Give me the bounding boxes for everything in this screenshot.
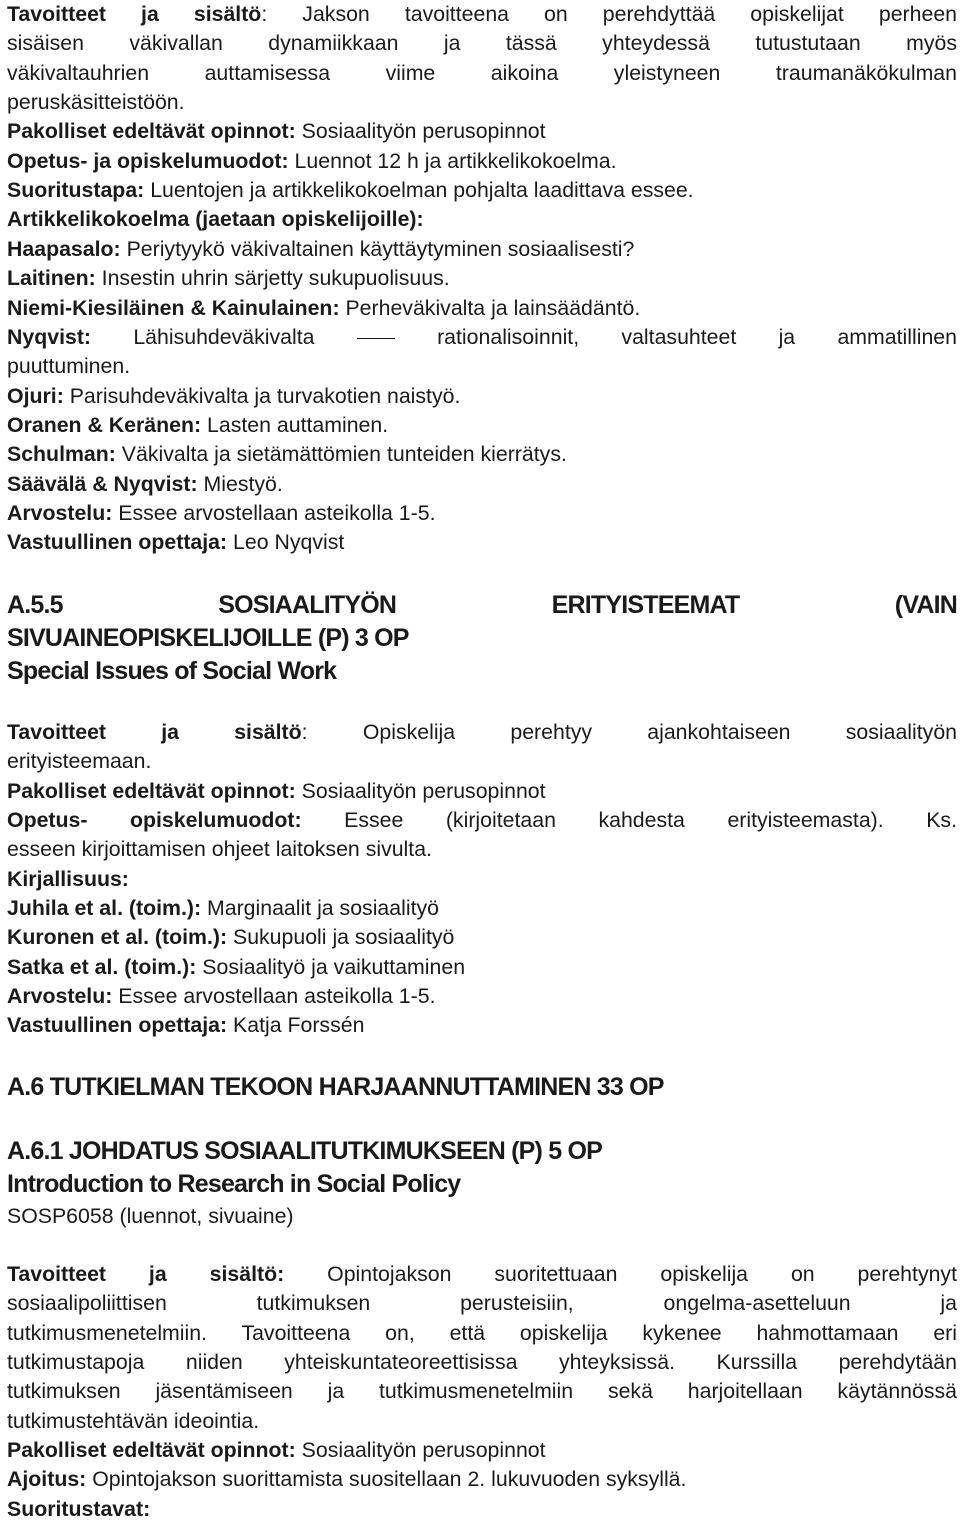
- article-author: Nyqvist:: [7, 324, 92, 349]
- literature-heading: Kirjallisuus:: [7, 866, 129, 891]
- responsible-teacher-label: Vastuullinen opettaja:: [7, 1013, 228, 1038]
- module-heading: A.6 TUTKIELMAN TEKOON HARJAANNUTTAMINEN 33 OP: [7, 1073, 664, 1101]
- literature-title: Marginaalit ja sosiaalityö: [206, 896, 439, 920]
- prerequisites-text: Sosiaalityön perusopinnot: [301, 778, 546, 803]
- literature-editors: Kuronen et al. (toim.):: [7, 925, 228, 950]
- teaching-forms-line: [7, 147, 957, 176]
- goals-paragraph-line: peruskäsitteistöön.: [7, 90, 185, 114]
- course-heading: A.6.1 JOHDATUS SOSIAALITUTKIMUKSEEN (P) 5 OP: [7, 1137, 602, 1165]
- prerequisites-label: Pakolliset edeltävät opinnot:: [7, 778, 296, 803]
- prerequisites-line: [7, 777, 957, 806]
- article-item: [7, 235, 957, 264]
- article-author: Laitinen:: [7, 266, 96, 291]
- article-author: Ojuri:: [7, 383, 64, 408]
- article-title: Väkivalta ja sietämättömien tunteiden kierrätys.: [121, 442, 567, 467]
- article-author: Oranen & Keränen:: [7, 412, 202, 437]
- responsible-teacher-name: Leo Nyqvist: [233, 530, 345, 555]
- goals-label: Tavoitteet ja sisältö:: [7, 1262, 285, 1286]
- evaluation-label: Arvostelu:: [7, 984, 113, 1009]
- completion-methods-heading: Suoritustavat:: [7, 1496, 151, 1521]
- goals-text: Opiskelija perehtyy ajankohtaiseen sosiaalityön: [362, 720, 958, 744]
- evaluation-text: Essee arvostellaan asteikolla 1-5.: [118, 500, 436, 525]
- article-title: Miestyö.: [203, 471, 283, 496]
- article-item: [7, 470, 957, 499]
- article-author: Niemi-Kiesiläinen & Kainulainen:: [7, 295, 340, 320]
- prerequisites-label: Pakolliset edeltävät opinnot:: [7, 119, 296, 144]
- prerequisites-line: [7, 1436, 957, 1465]
- goals-paragraph-line: erityisteemaan.: [7, 749, 152, 774]
- evaluation-line: [7, 499, 957, 528]
- teaching-forms-label: Opetus- opiskelumuodot:: [7, 808, 302, 832]
- goals-text: Opintojakson suoritettuaan opiskelija on perehtynyt: [327, 1262, 958, 1286]
- course-heading: A.5.5 SOSIAALITYÖN ERITYISTEEMAT (VAIN: [7, 591, 957, 619]
- goals-text: Jakson tavoitteena on perehdyttää opiskelijat perheen: [302, 2, 958, 26]
- teaching-forms-line: [7, 806, 957, 835]
- teaching-forms-text: Essee (kirjoitetaan kahdesta erityisteemasta). Ks.: [344, 808, 957, 832]
- evaluation-text: Essee arvostellaan asteikolla 1-5.: [118, 984, 436, 1009]
- teaching-forms-label: Opetus- ja opiskelumuodot:: [7, 148, 289, 173]
- literature-item: [7, 923, 957, 952]
- teaching-forms-line-continued: esseen kirjoittamisen ohjeet laitoksen sivulta.: [7, 837, 432, 862]
- course-heading-continued: SIVUAINEOPISKELIJOILLE (P) 3 OP: [7, 624, 409, 652]
- completion-method-label: Suoritustapa:: [7, 178, 145, 203]
- goals-paragraph-line: Tavoitteet ja sisältö: Jakson tavoitteena on perehdyttää opiskelijat perheen: [7, 2, 958, 26]
- goals-paragraph-line: väkivaltauhrien auttamisessa viime aikoina yleistyneen traumanäkökulman: [7, 60, 957, 85]
- article-title: Lasten auttaminen.: [207, 412, 389, 437]
- article-collection-heading: Artikkelikokoelma (jaetaan opiskelijoille):: [7, 207, 424, 232]
- article-author: Schulman:: [7, 442, 116, 467]
- responsible-teacher-label: Vastuullinen opettaja:: [7, 530, 228, 555]
- goals-paragraph-line: sisäisen väkivallan dynamiikkaan ja tässä yhteydessä tutustutaan myös: [7, 31, 957, 56]
- article-item: [7, 411, 957, 440]
- article-item: [7, 294, 957, 323]
- article-title: Perheväkivalta ja lainsäädäntö.: [345, 295, 641, 320]
- goals-paragraph-line: tutkimuksen jäsentämiseen ja tutkimusmenetelmiin sekä harjoitellaan käytännössä: [7, 1379, 957, 1404]
- article-item: [7, 440, 957, 469]
- responsible-teacher-name: Katja Forssén: [233, 1013, 365, 1038]
- responsible-teacher-line: [7, 528, 957, 557]
- completion-method-text: Luentojen ja artikkelikokoelman pohjalta laadittava essee.: [150, 178, 694, 203]
- literature-editors: Satka et al. (toim.):: [7, 954, 197, 979]
- goals-label: Tavoitteet ja sisältö: [7, 2, 262, 26]
- prerequisites-text: Sosiaalityön perusopinnot: [301, 119, 546, 144]
- course-code: SOSP6058 (luennot, sivuaine): [7, 1204, 294, 1228]
- literature-item: [7, 953, 957, 982]
- teaching-forms-text: Luennot 12 h ja artikkelikokoelma.: [294, 148, 617, 173]
- article-item: Nyqvist: Lähisuhdeväkivalta rationalisoinnit, valtasuhteet ja ammatillinen: [7, 324, 957, 349]
- course-english-title: Introduction to Research in Social Policy: [7, 1170, 461, 1198]
- goals-paragraph-line: [7, 1260, 957, 1289]
- literature-item: [7, 894, 957, 923]
- timing-line: [7, 1465, 957, 1494]
- prerequisites-text: Sosiaalityön perusopinnot: [301, 1438, 546, 1463]
- goals-label: Tavoitteet ja sisältö: [7, 720, 302, 744]
- evaluation-line: [7, 982, 957, 1011]
- prerequisites-line: [7, 117, 957, 146]
- article-title: Parisuhdeväkivalta ja turvakotien naistyö.: [69, 383, 461, 408]
- article-author: Säävälä & Nyqvist:: [7, 471, 198, 496]
- evaluation-label: Arvostelu:: [7, 500, 113, 525]
- article-author: Haapasalo:: [7, 236, 121, 261]
- goals-paragraph-line: sosiaalipoliittisen tutkimuksen perusteisiin, ongelma-asetteluun ja: [7, 1291, 957, 1316]
- goals-paragraph-line: tutkimustapoja niiden yhteiskuntateoreettisissa yhteyksissä. Kurssilla perehdytään: [7, 1350, 957, 1374]
- article-item: [7, 264, 957, 293]
- article-title: Periytyykö väkivaltainen käyttäytyminen sosiaalisesti?: [126, 236, 635, 261]
- em-dash: [357, 338, 395, 339]
- goals-paragraph-line: tutkimusmenetelmiin. Tavoitteena on, että opiskelija kykenee hahmottamaan eri: [7, 1320, 957, 1345]
- article-item-continued: puuttuminen.: [7, 354, 131, 379]
- timing-label: Ajoitus:: [7, 1467, 87, 1492]
- literature-title: Sukupuoli ja sosiaalityö: [232, 925, 455, 950]
- prerequisites-label: Pakolliset edeltävät opinnot:: [7, 1438, 296, 1463]
- responsible-teacher-line: [7, 1011, 957, 1040]
- goals-paragraph-line: Tavoitteet ja sisältö: Opiskelija perehtyy ajankohtaiseen sosiaalityön: [7, 720, 958, 744]
- goals-paragraph-line: tutkimustehtävän ideointia.: [7, 1408, 260, 1433]
- completion-method-line: [7, 176, 957, 205]
- timing-text: Opintojakson suorittamista suositellaan 2. lukuvuoden syksyllä.: [92, 1467, 687, 1492]
- literature-title: Sosiaalityö ja vaikuttaminen: [202, 954, 466, 979]
- literature-editors: Juhila et al. (toim.):: [7, 896, 202, 920]
- article-item: [7, 382, 957, 411]
- article-title: Insestin uhrin särjetty sukupuolisuus.: [101, 266, 450, 291]
- course-english-title: Special Issues of Social Work: [7, 657, 337, 685]
